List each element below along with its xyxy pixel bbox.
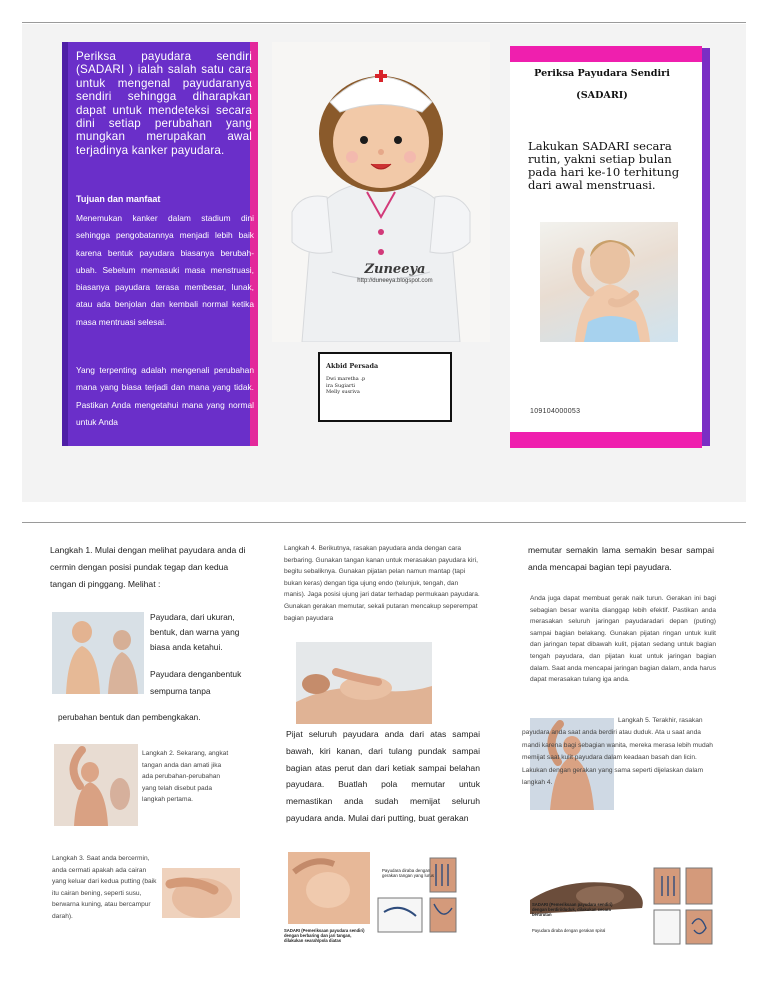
step5-text: Langkah 5. Terakhir, rasakan payudara anda saat anda berdiri atau duduk. Ata u saat anda mandi karena bagi sebagian wanita, mereka merasa lebih mudah memijat saat kulit payudara dalam keadaan basah dan licin. Lakukan dengan gerakan yang sama seperti dijelaskan dalam langkah 4. (522, 717, 713, 787)
raised-arm-photo (54, 744, 138, 826)
self-exam-illustration (540, 222, 678, 342)
figure-caption: SADARI (Pemeriksaan payudara sendiri) dengan berbaring dan jari tangan, dilakukan searah/pola diatas (284, 928, 365, 944)
info-panel (62, 42, 258, 446)
nurse-doll-illustration (272, 42, 490, 342)
step1-bullet: Payudara denganbentuk sempurna tanpa (150, 669, 242, 696)
goal-text: Menemukan kanker dalam stadium dini sehingga pengobatannya menjadi lebih baik karena bentuk payudara biasanya berubah-ubah. Sebelum memasuki masa menstruasi, biasanya payudara terasa membesar, lunak, atau ada benjolan dan kembali normal ketika masa mentruasi selesai. (76, 213, 254, 327)
nurse-doll-photo (272, 42, 490, 342)
figure-label: Payudara diraba dengan gerakan tangan yang lurus (382, 868, 434, 879)
lying-exam-photo (296, 642, 432, 724)
author-name: ira Sugiarti (326, 382, 355, 389)
mirror-photo (52, 612, 144, 694)
step1-bullet-cont: perubahan bentuk dan pembengkakan. (58, 713, 201, 722)
figure-caption: SADARI (Pemeriksaan payudara sendiri) dengan berdiri/duduk, dilakukan secara berurutan (532, 902, 613, 918)
photo-watermark-url: http://duneeya.blogspot.com (357, 278, 433, 284)
author-box (318, 352, 452, 422)
intro-text: Periksa payudara sendiri (SADARI ) ialah salah satu cara untuk mengenal payudaranya sendiri sehingga diharapkan dapat untuk mendeteksi secara dini setiap perubahan yang mungkan merupakan awal terjadinya kanker payudara. (76, 50, 252, 157)
step4-continuation: memutar semakin lama semakin besar sampai anda mencapai bagian tepi payudara. (528, 545, 714, 572)
cover-text: Lakukan SADARI secara rutin, yakni setiap bulan pada hari ke-10 terhitung dari awal menstruasi. (528, 139, 680, 192)
step1-bullet: Payudara, dari ukuran, bentuk, dan warna yang biasa anda ketahui. (150, 612, 240, 652)
important-text: Yang terpenting adalah mengenali perubahan mana yang biasa terjadi dan mana yang tidak. Pastikan Anda mengetahui mana yang normal untuk Anda (76, 365, 254, 427)
cover-subtitle: (SADARI) (576, 90, 628, 101)
step3-text: Langkah 3. Saat anda bercermin, anda cermati apakah ada cairan yang keluar dari kedua putting (baik itu cairan bening, seperti susu, berwarna kuning, atau bercampur darah). (52, 855, 157, 920)
top-divider (22, 22, 746, 23)
author-name: Dwi maretha .p (326, 376, 366, 382)
middle-divider (22, 522, 746, 523)
step4-text: Langkah 4. Berikutnya, rasakan payudara anda dengan cara berbaring. Gunakan tangan kanan untuk merasakan payudara kiri, begitu sebaliknya. Gunakan pijatan pelan namun mantap (tapi bukan keras) dengan tiga ujung endo (telunjuk, tengah, dan manis). Jaga posisi ujung jari datar terhadap permukaan payudara. Gunakan gerakan memutar, sekali putaran mencakup seperempat bagian payudara (284, 545, 480, 622)
step2-text: Langkah 2. Sekarang, angkat tangan anda dan amati jika ada perubahan-perubahan yang telah disebut pada langkah pertama. (142, 750, 229, 804)
step1-text: Langkah 1. Mulai dengan melihat payudara anda di cermin dengan posisi pundak tegap dan kedua tangan di pinggang. Melihat : (50, 545, 246, 589)
massage-text: Pijat seluruh payudara anda dari atas sampai bawah, kiri kanan, dari tulang pundak sampai bagian atas perut dan dari ketiak sampai belahan payudara. Buatlah pola memutar untuk memastikan anda sudah memijat seluruh payudara anda. Mulai dari putting, buat gerakan (286, 729, 480, 823)
photo-watermark: Zuneeya (364, 262, 426, 277)
cover-panel (510, 48, 710, 446)
cover-code: 109104000053 (530, 408, 581, 415)
nipple-check-photo (162, 868, 240, 918)
cover-title: Periksa Payudara Sendiri (534, 68, 670, 79)
step4-note: Anda juga dapat membuat gerak naik turun. Gerakan ini bagi sebagian besar wanita dianggap lebih efektif. Pastikan anda merasakan seluruh jaringan payudaradari depan (puting) sampai bagian belakang. Gunakan pijatan ringan untuk kulit dan jaringan tepat dibawah kulit, pijatan sedang untuk bagian tengah payudara, dan pijatan kuat untuk jaringan bagian dalam. Saat anda mencapai jaringan bagian dalam, anda harus dapat merasakan tulang iga anda. (530, 595, 716, 684)
author-name: Melly susriva (326, 389, 360, 395)
figure-label: Payudara diraba dengan gerakan spiral (532, 928, 606, 933)
author-title: Akbid Persada (326, 362, 379, 370)
woman-photo (540, 222, 678, 342)
goal-heading: Tujuan dan manfaat (76, 194, 161, 204)
